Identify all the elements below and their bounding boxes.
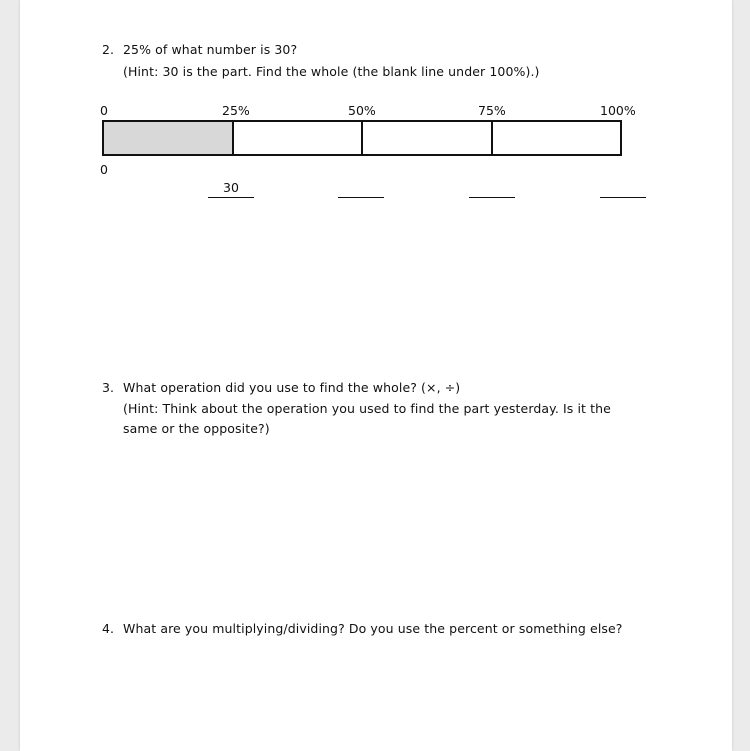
label-50-percent: 50% (348, 103, 376, 118)
question-2-text: 25% of what number is 30? (123, 42, 298, 57)
label-0-bottom: 0 (100, 162, 108, 177)
question-4-number: 4. (102, 621, 115, 636)
label-0-top: 0 (100, 103, 108, 118)
question-2-hint: (Hint: 30 is the part. Find the whole (the blank line under 100%).) (123, 64, 540, 79)
answer-blank-100[interactable] (600, 181, 646, 198)
bar-segment (493, 122, 621, 154)
answer-blank-50[interactable] (338, 181, 384, 198)
worksheet-page (20, 0, 732, 751)
question-3-text: What operation did you use to find the whole? (×, ÷) (123, 380, 461, 395)
question-4-text: What are you multiplying/dividing? Do you use the percent or something else? (123, 621, 623, 636)
answer-blank-25[interactable]: 30 (208, 181, 254, 198)
question-3-number: 3. (102, 380, 115, 395)
answer-blank-75[interactable] (469, 181, 515, 198)
label-100-percent: 100% (600, 103, 636, 118)
bar-segment (234, 122, 364, 154)
question-2-number: 2. (102, 42, 115, 57)
question-3-hint-cont: same or the opposite?) (123, 421, 270, 436)
label-25-percent: 25% (222, 103, 250, 118)
bar-segment-shaded (104, 122, 234, 154)
question-3-hint: (Hint: Think about the operation you used to find the part yesterday. Is it the (123, 401, 611, 416)
bar-segment (363, 122, 493, 154)
label-75-percent: 75% (478, 103, 506, 118)
percent-bar (102, 120, 622, 156)
